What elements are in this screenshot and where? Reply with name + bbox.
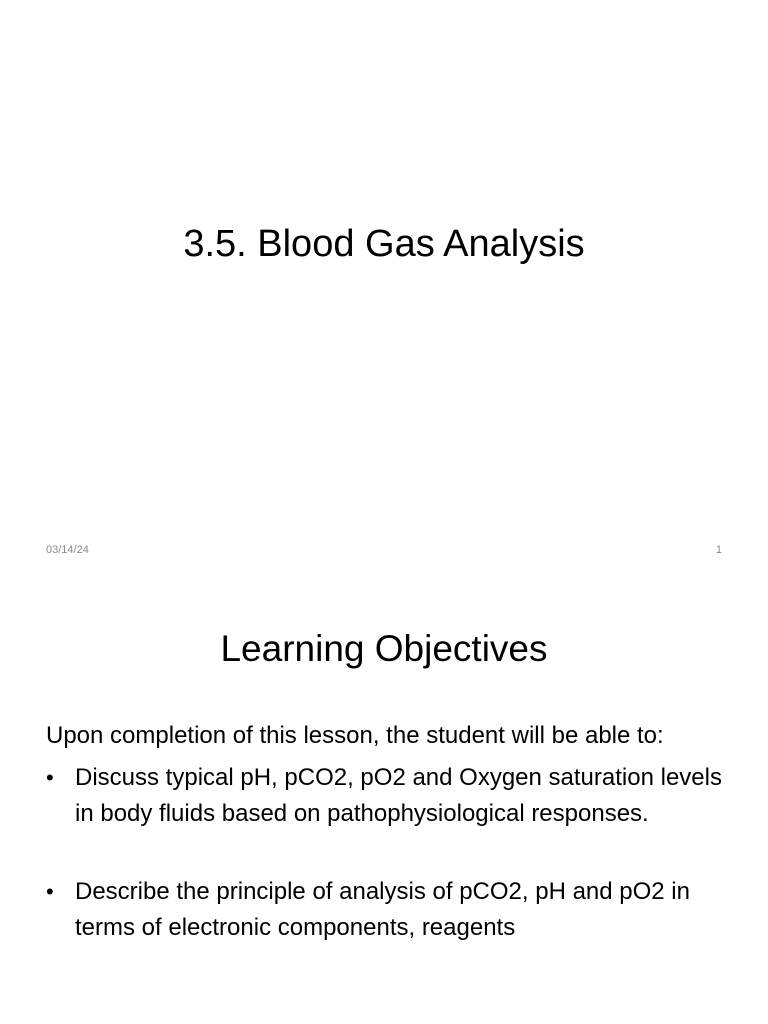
bullet-icon: • (46, 879, 54, 904)
bullet-icon: • (46, 765, 54, 790)
slide-body (46, 718, 736, 988)
slide-2 (0, 576, 768, 1024)
objective-text: Describe the principle of analysis of pCO2, pH and pO2 in terms of electronic components, reagents (75, 878, 690, 941)
objectives-list (46, 760, 736, 946)
intro-text: Upon completion of this lesson, the student will be able to: (46, 722, 664, 749)
objective-item (46, 874, 736, 946)
objective-item (46, 760, 736, 832)
slide-title: 3.5. Blood Gas Analysis (183, 223, 585, 265)
objective-text: Discuss typical pH, pCO2, pO2 and Oxygen saturation levels in body fluids based on pathophysiological responses. (75, 764, 722, 827)
page-number: 1 (715, 544, 722, 556)
learning-objectives-title: Learning Objectives (220, 628, 548, 669)
footer-date: 03/14/24 (46, 544, 89, 556)
